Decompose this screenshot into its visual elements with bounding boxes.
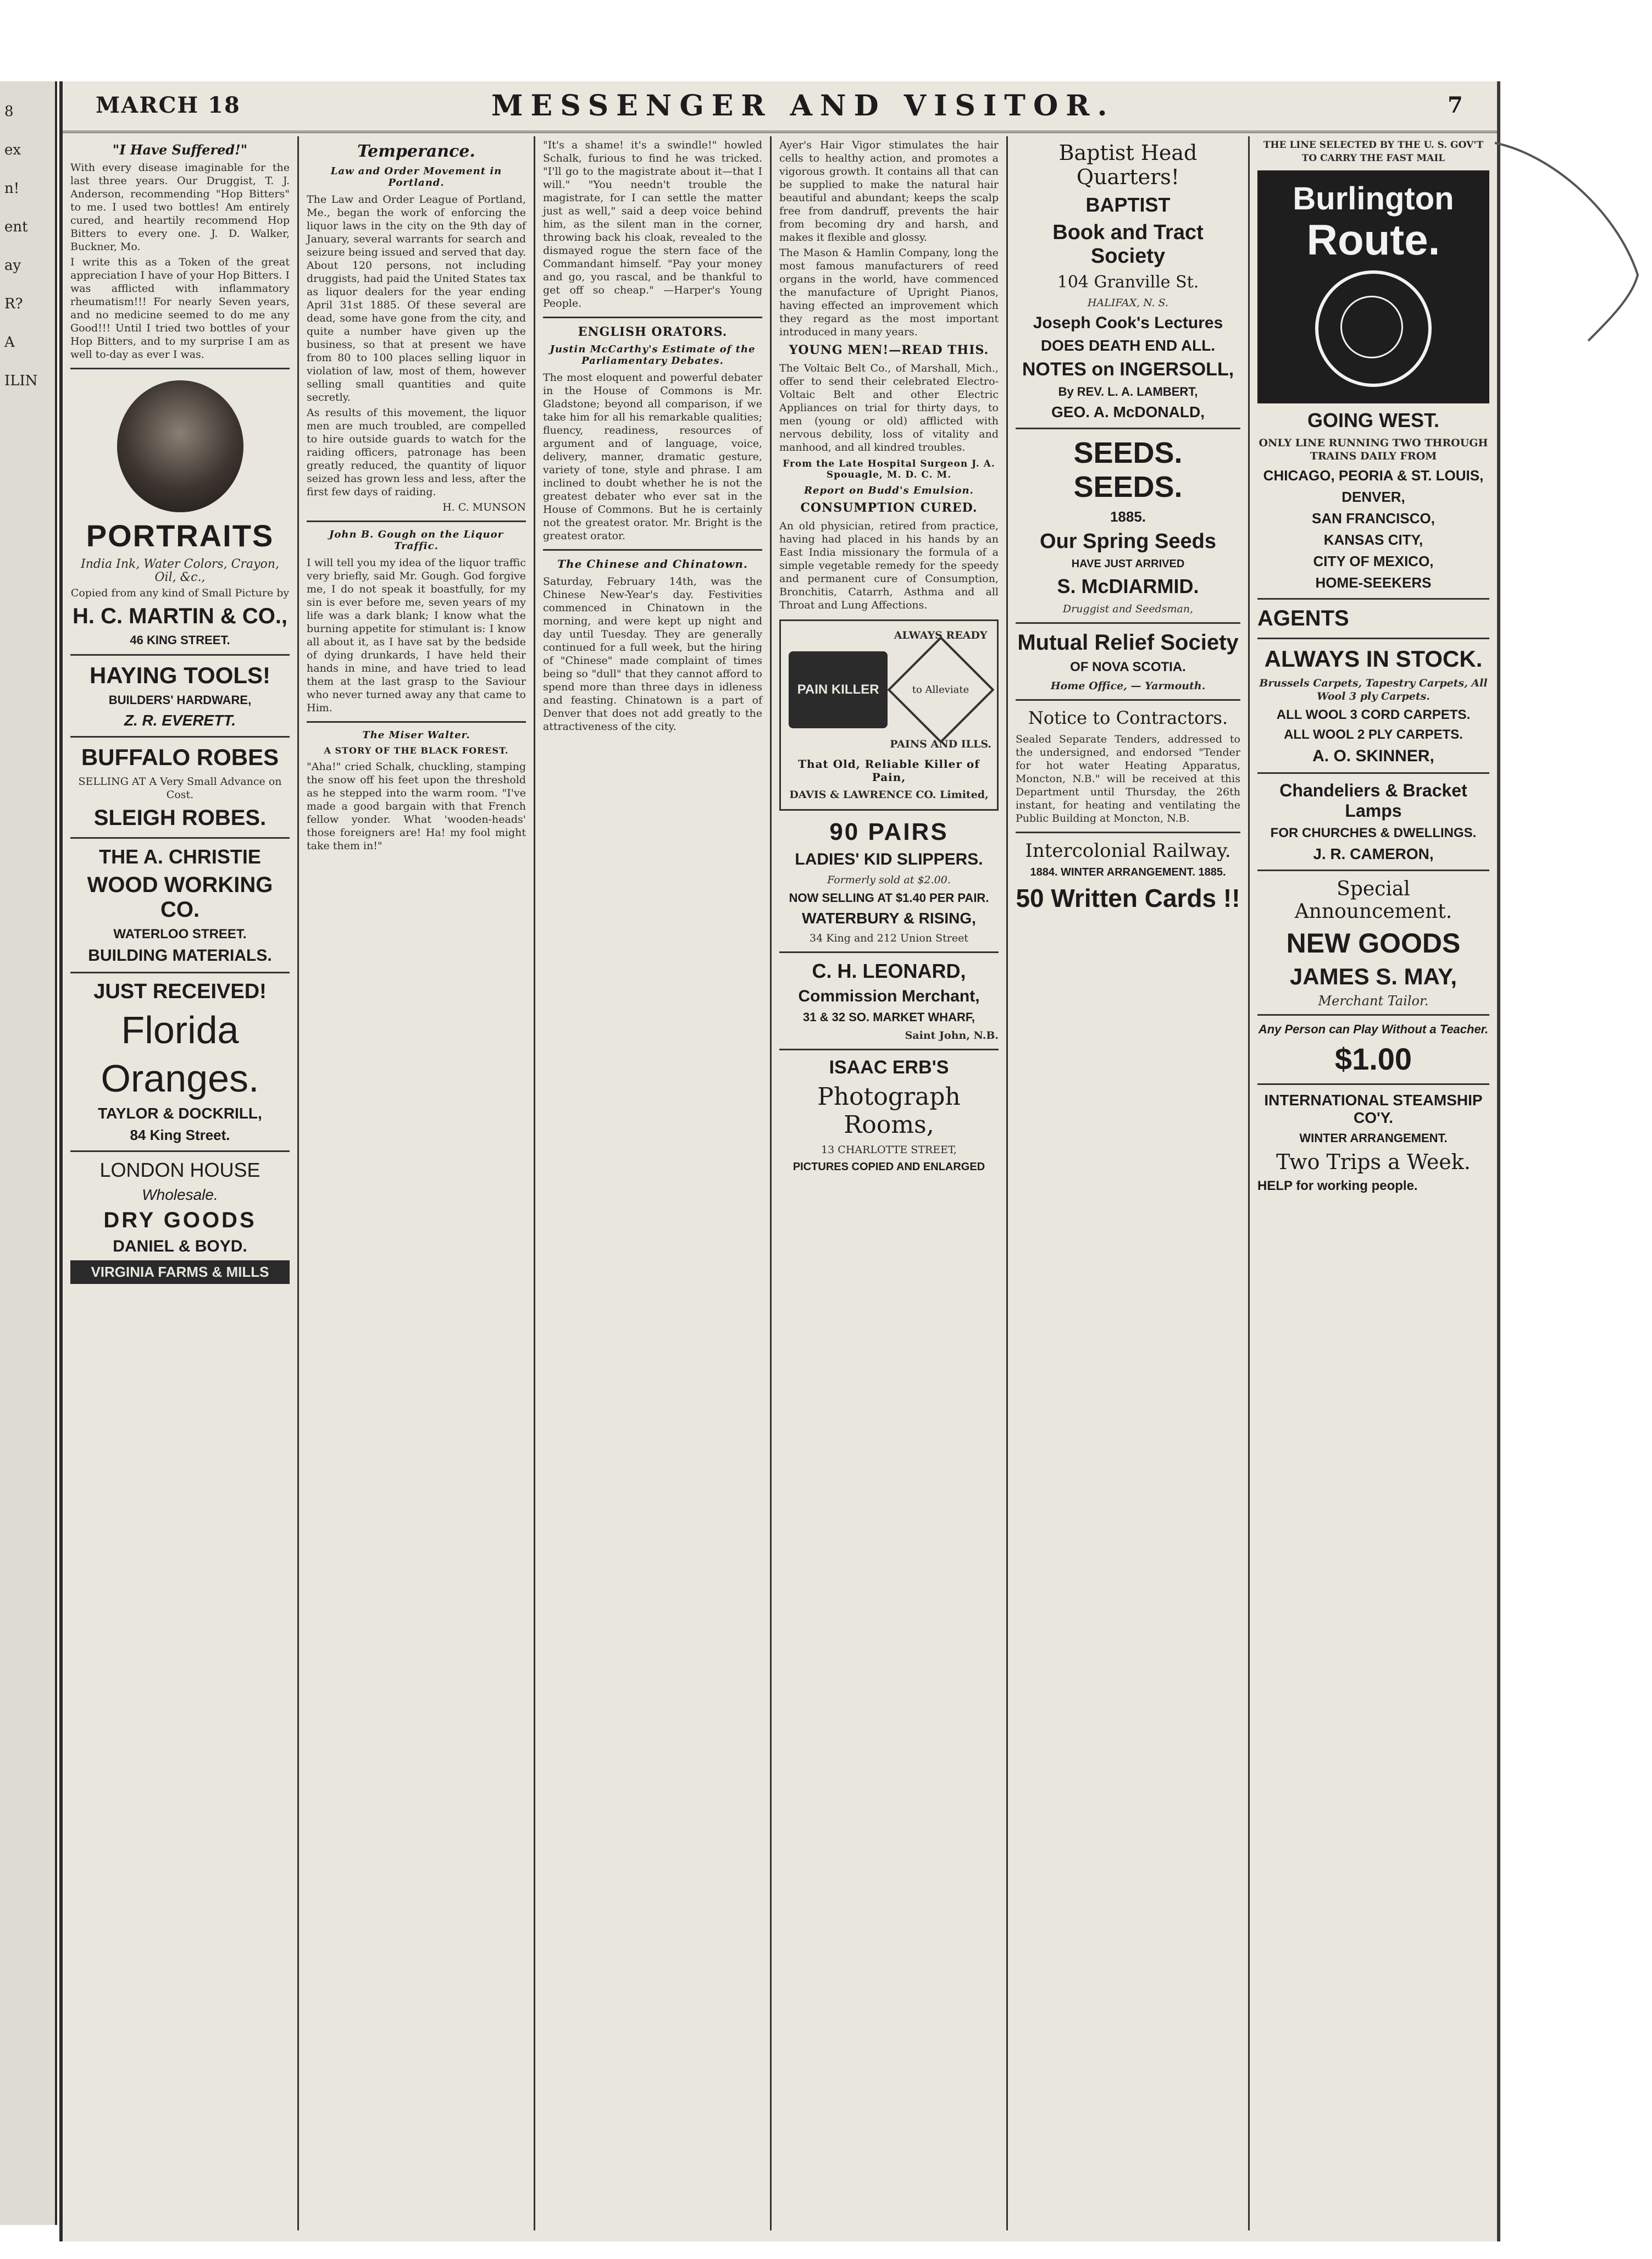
divider — [70, 368, 290, 369]
dry-goods: DRY GOODS — [103, 1208, 257, 1232]
price-one-dollar: $1.00 — [1334, 1042, 1412, 1076]
winter-arrangement: 1884. WINTER ARRANGEMENT. 1885. — [1030, 866, 1226, 878]
divider — [779, 1049, 999, 1050]
help-working-people: HELP for working people. — [1257, 1178, 1418, 1193]
formerly-sold: Formerly sold at $2.00. — [827, 874, 951, 886]
oranges-text: Oranges. — [101, 1057, 259, 1100]
market-wharf: 31 & 32 SO. MARKET WHARF, — [803, 1010, 975, 1024]
pictures-enlarged: PICTURES COPIED AND ENLARGED — [792, 1161, 985, 1173]
column-1 — [63, 136, 299, 2230]
hop-bitters-headline: "I Have Suffered!" — [112, 142, 248, 158]
saint-john-label: Saint John, N.B. — [905, 1029, 999, 1042]
mcdonald-name: GEO. A. McDONALD, — [1051, 403, 1205, 420]
chicago-peoria: CHICAGO, PEORIA & ST. LOUIS, — [1263, 467, 1484, 484]
intercolonial-railway: Intercolonial Railway. — [1025, 840, 1231, 862]
written-cards: 50 Written Cards !! — [1016, 884, 1240, 912]
granville-street: 104 Granville St. — [1057, 273, 1199, 292]
cameron-name: J. R. CAMERON, — [1313, 845, 1434, 862]
wool-3-cord: ALL WOOL 3 CORD CARPETS. — [1276, 707, 1471, 722]
newspaper-page — [59, 81, 1500, 2241]
story-title: The Miser Walter. — [362, 729, 470, 741]
denver: DENVER, — [1341, 489, 1405, 505]
pains-ills: PAINS AND ILLS. — [890, 738, 991, 750]
buffalo-robes-sub: SELLING AT A Very Small Advance on Cost. — [78, 776, 282, 801]
christie-wood-working: WOOD WORKING CO. — [87, 873, 273, 922]
everett-name: Z. R. EVERETT. — [124, 712, 236, 729]
two-trips: Two Trips a Week. — [1276, 1150, 1471, 1174]
fast-mail-line: THE LINE SELECTED BY THE U. S. GOV'T TO CARRY THE FAST MAIL — [1263, 140, 1484, 164]
gough-subhead: John B. Gough on the Liquor Traffic. — [329, 529, 504, 552]
divider — [543, 549, 762, 551]
diamond-emblem — [887, 636, 994, 743]
temperance-text-1: The Law and Order League of Portland, Me., began the work of enforcing the liquor laws in the city on the 9th day of January, several warrants for search and seizure being issued and served that day. About 120 persons, not including druggists, had paid the United States tax as liquor dealers for the year ending April 31st 1885. Of these several are dead, some have gone from the city, and quite a number have given up the business, so that at present we have from 80 to 100 places selling liquor in violation of law, most of them, however selling small quantities and quite secretly. — [307, 193, 526, 403]
temperance-headline: Temperance. — [357, 142, 475, 161]
builders-hardware: BUILDERS' HARDWARE, — [108, 693, 252, 707]
haying-tools-title: HAYING TOOLS! — [89, 662, 271, 688]
consumption-text: An old physician, retired from practice, having had placed in his hands by an East India missionary the formula of a simple vegetable remedy for the speedy and permanent cure of Consumption, Bronchitis, Catarrh, Asthma and all Throat and Lung Affections. — [779, 520, 999, 611]
divider — [1257, 1014, 1489, 1016]
new-goods: NEW GOODS — [1286, 928, 1461, 959]
route-text: Route. — [1306, 215, 1440, 264]
english-orators-subhead: Justin McCarthy's Estimate of the Parliamentary Debates. — [550, 344, 756, 367]
seeds-year: 1885. — [1110, 508, 1146, 525]
column-4 — [772, 136, 1008, 2230]
martin-co-name: H. C. MARTIN & CO., — [72, 604, 288, 628]
consumption-cured-headline: CONSUMPTION CURED. — [800, 501, 978, 515]
divider — [1016, 832, 1240, 833]
taylor-dockrill: TAYLOR & DOCKRILL, — [98, 1105, 262, 1122]
gough-text: I will tell you my idea of the liquor traffic very briefly, said Mr. Gough. God forgive me, I do not speak it boastfully, for my sin is ever before me, seven years of my life was a dark blank; I know what the burning appetite for stimulant is: I know all about it, as I have sat by the bedside of dying drunkards, I have held their hands in mine, and have tried to lead them at the last grasp to the Saviour who never turned away any that came to Him. — [307, 557, 526, 714]
divider — [1016, 699, 1240, 701]
cooks-lectures: Joseph Cook's Lectures — [1033, 314, 1223, 332]
buffalo-robes-title: BUFFALO ROBES — [81, 744, 279, 770]
winter-arrangement-steamship: WINTER ARRANGEMENT. — [1299, 1131, 1448, 1145]
notice-contractors: Notice to Contractors. — [1028, 707, 1228, 728]
divider — [1257, 870, 1489, 871]
divider — [70, 654, 290, 656]
davis-lawrence: DAVIS & LAWRENCE CO. Limited, — [789, 789, 989, 801]
mdiarmid-name: S. McDIARMID. — [1057, 575, 1199, 597]
contractors-text: Sealed Separate Tenders, addressed to the undersigned, and endorsed "Tender for hot water Heating Apparatus, Moncton, N.B." will be received at this Department until Thursday, the 26th instant, for heating and ventilating the Public Building at Moncton, N.B. — [1016, 733, 1240, 824]
daniel-boyd: DANIEL & BOYD. — [113, 1237, 247, 1255]
alleviate-label: to Alleviate — [912, 684, 969, 696]
ninety-pairs: 90 PAIRS — [829, 818, 949, 845]
hop-bitters-text-2: I write this as a Token of the great appreciation I have of your Hop Bitters. I was afflicted with inflammatory rheumatism!!! For nearly Seven years, and no medicine seemed to do me any Good!!! Until I tried two bottles of your Hop Bitters, and to my surprise I am as well to-day as ever I was. — [70, 256, 290, 361]
hop-bitters-text-1: With every disease imaginable for the last three years. Our Druggist, T. J. Anderson, recommending "Hop Bitters" to me. I used two bottles! Am entirely cured, and heartily recommend Hop Bitters to every one. J. D. Walker, Buckner, Mo. — [70, 162, 290, 253]
masthead — [63, 81, 1497, 133]
waterbury-rising: WATERBURY & RISING, — [802, 910, 976, 927]
city-of-mexico: CITY OF MEXICO, — [1313, 553, 1434, 569]
portraits-ad-note: Copied from any kind of Small Picture by — [70, 587, 290, 599]
martin-co-address: 46 KING STREET. — [130, 633, 230, 647]
just-arrived: HAVE JUST ARRIVED — [1071, 558, 1185, 570]
sleigh-robes-title: SLEIGH ROBES. — [93, 806, 267, 830]
divider — [1257, 772, 1489, 774]
christie-name: THE A. CHRISTIE — [99, 845, 261, 868]
divider — [70, 972, 290, 973]
commission-merchant: Commission Merchant, — [798, 987, 980, 1005]
agents-wanted: AGENTS — [1257, 606, 1349, 630]
baptist-hq: Baptist Head Quarters! — [1058, 141, 1198, 189]
spring-seeds: Our Spring Seeds — [1040, 530, 1216, 553]
divider — [70, 837, 290, 839]
page-number: 7 — [1448, 92, 1463, 118]
king-street-84: 84 King Street. — [130, 1127, 230, 1143]
isaac-erb: ISAAC ERB'S — [829, 1057, 949, 1078]
baptist-label: BAPTIST — [1085, 193, 1171, 216]
of-nova-scotia: OF NOVA SCOTIA. — [1070, 660, 1186, 674]
divider — [1016, 622, 1240, 624]
portraits-ad-media: India Ink, Water Colors, Crayon, Oil, &c., — [81, 557, 279, 584]
railroad-seal-icon — [1315, 270, 1432, 387]
chinatown-headline: The Chinese and Chinatown. — [557, 557, 748, 571]
chandeliers: Chandeliers & Bracket Lamps — [1279, 780, 1467, 821]
surgeon-subhead: From the Late Hospital Surgeon J. A. Spouagle, M. D. C. M. — [783, 458, 995, 480]
home-office: Home Office, — Yarmouth. — [1050, 680, 1206, 692]
always-in-stock: ALWAYS IN STOCK. — [1264, 646, 1483, 672]
skinner-name: A. O. SKINNER, — [1312, 747, 1434, 765]
column-3 — [535, 136, 772, 2230]
newspaper-title: MESSENGER AND VISITOR. — [491, 89, 1115, 123]
child-portrait-illustration — [117, 380, 243, 512]
story-text: "Aha!" cried Schalk, chuckling, stamping the snow off his feet upon the threshold as he stepped into the warm room. "I've made a good bargain with that French fellow yonder. What 'wooden-heads' those foreigners are! Ha! my fool might take them in!" — [307, 761, 526, 852]
building-materials: BUILDING MATERIALS. — [88, 946, 272, 965]
kansas-city: KANSAS CITY, — [1323, 531, 1423, 548]
pain-killer-ad — [779, 619, 999, 811]
column-5 — [1008, 136, 1250, 2230]
divider — [307, 721, 526, 723]
for-churches: FOR CHURCHES & DWELLINGS. — [1270, 826, 1477, 840]
waterbury-address: 34 King and 212 Union Street — [810, 932, 968, 944]
now-selling: NOW SELLING AT $1.40 PER PAIR. — [789, 891, 989, 905]
ayers-hair-vigor-text: Ayer's Hair Vigor stimulates the hair cells to healthy action, and promotes a vigorous growth. It contains all that can be supplied to make the natural hair beautiful and abundant; keeps the scalp free from dandruff, prevents the hair from becoming dry and harsh, and makes it flexible and glossy. — [779, 139, 999, 243]
wool-2-ply: ALL WOOL 2 PLY CARPETS. — [1284, 727, 1463, 742]
does-death-end-all: DOES DEATH END ALL. — [1040, 337, 1216, 354]
article-signature: H. C. MUNSON — [442, 501, 526, 513]
voltaic-belt-text: The Voltaic Belt Co., of Marshall, Mich., offer to send their celebrated Electro-Voltaic Belt and other Electric Appliances on trial for thirty days, to men (young or old) afflicted with nervous debility, loss of vitality and manhood, and all kindred troubles. — [779, 362, 999, 453]
international-steamship: INTERNATIONAL STEAMSHIP CO'Y. — [1264, 1092, 1483, 1126]
temperance-text-2: As results of this movement, the liquor men are much troubled, are compelled to hire outside guards to watch for the raiding officers, patronage has been greatly reduced, the quantity of liquor seized has grown less and less, after the first few days of raiding. — [307, 407, 526, 498]
story-subtitle: A STORY OF THE BLACK FOREST. — [324, 745, 509, 756]
london-house: LONDON HOUSE — [99, 1159, 260, 1181]
adjacent-page-strip: 8 ex n! ent ay R? A ILIN — [0, 81, 57, 2225]
pencil-scribble-mark — [1484, 66, 1649, 451]
mason-hamlin-text: The Mason & Hamlin Company, long the most famous manufacturers of reed organs in the world, have commenced the manufacture of Upright Pianos, having effected an improvement which they regard as the most important introduced in many years. — [779, 247, 999, 338]
divider — [70, 1150, 290, 1152]
burlington-route-ad — [1257, 170, 1489, 403]
budds-emulsion-subhead: Report on Budd's Emulsion. — [804, 485, 974, 496]
divider — [1257, 1083, 1489, 1085]
florida-text: Florida — [121, 1009, 239, 1051]
charlotte-street: 13 CHARLOTTE STREET, — [821, 1144, 957, 1156]
home-seekers: HOME-SEEKERS — [1315, 574, 1432, 591]
play-without-teacher: Any Person can Play Without a Teacher. — [1258, 1022, 1489, 1036]
divider — [1016, 428, 1240, 429]
burlington-text: Burlington — [1293, 181, 1454, 217]
mutual-relief-society: Mutual Relief Society — [1017, 630, 1239, 655]
only-line: ONLY LINE RUNNING TWO THROUGH TRAINS DAILY FROM — [1259, 437, 1488, 462]
photograph-rooms: Photograph Rooms, — [817, 1083, 961, 1139]
merchant-tailor: Merchant Tailor. — [1318, 993, 1429, 1009]
old-killer-title: That Old, Reliable Killer of Pain, — [798, 757, 980, 784]
lambert-author: By REV. L. A. LAMBERT, — [1058, 385, 1198, 398]
column-6 — [1250, 136, 1497, 2230]
english-orators-headline: ENGLISH ORATORS. — [578, 325, 728, 339]
chinatown-text: Saturday, February 14th, was the Chinese New-Year's day. Festivities commenced in Chinatown in the morning, and were kept up night and day until Tuesday. They are generally continued for a full week, but the hiring of "Chinese" made complaint of times being so "dull" that they cannot afford to spend more than three days in idleness and feasting. Chinatown is a part of Denver that does not add greatly to the attractiveness of the city. — [543, 575, 762, 733]
divider — [307, 521, 526, 522]
divider — [779, 951, 999, 953]
virginia-ad: VIRGINIA FARMS & MILLS — [70, 1260, 290, 1284]
young-men-headline: YOUNG MEN!—READ THIS. — [789, 343, 989, 357]
english-orators-text: The most eloquent and powerful debater in the House of Commons is Mr. Gladstone; beyond all comparison, if we take him for all his remarkable qualities; fluency, readiness, resources of argument and of language, voice, delivery, manner, dramatic gesture, variety of tone, style and phrase. I am inclined to doubt whether he is not the greatest debater who ever sat in the House of Commons. But he is certainly not the greatest orator. Mr. Bright is the greatest orator. — [543, 372, 762, 542]
carpets-list: Brussels Carpets, Tapestry Carpets, All Wool 3 ply Carpets. — [1259, 677, 1488, 702]
kid-slippers: LADIES' KID SLIPPERS. — [795, 850, 983, 868]
special-announcement: Special Announcement. — [1294, 878, 1453, 923]
divider — [1257, 638, 1489, 639]
san-francisco: SAN FRANCISCO, — [1312, 510, 1435, 527]
always-ready: ALWAYS READY — [894, 629, 988, 641]
druggist-seedsman: Druggist and Seedsman, — [1062, 603, 1194, 615]
james-may: JAMES S. MAY, — [1289, 964, 1457, 989]
leonard-name: C. H. LEONARD, — [812, 960, 966, 982]
divider — [1257, 598, 1489, 600]
halifax-label: HALIFAX, N. S. — [1087, 297, 1169, 309]
just-received: JUST RECEIVED! — [93, 980, 267, 1003]
column-2 — [299, 136, 535, 2230]
law-order-subhead: Law and Order Movement in Portland. — [330, 165, 502, 189]
going-west: GOING WEST. — [1307, 409, 1439, 431]
seeds-headline: SEEDS. SEEDS. — [1073, 436, 1183, 503]
pain-killer-bottle-illustration: PAIN KILLER — [789, 651, 888, 728]
notes-ingersoll: NOTES on INGERSOLL, — [1022, 359, 1234, 380]
portraits-ad-title: PORTRAITS — [86, 518, 274, 553]
story-continued-text: "It's a shame! it's a swindle!" howled Schalk, furious to find he was tricked. "I'll go to the magistrate about it—that I will." "You needn't trouble the magistrate, for I can settle the matter just as well," said a deep voice behind him, as the silent man in the corner, throwing back his cloak, revealed to the dismayed rogue the stern face of the Commandant himself. "Pay your money and go, you rascal, and be thankful to get off so cheap." —Harper's Young People. — [543, 139, 762, 309]
waterloo-street: WATERLOO STREET. — [113, 927, 247, 942]
wholesale-label: Wholesale. — [142, 1186, 218, 1203]
divider — [543, 317, 762, 318]
divider — [70, 736, 290, 738]
issue-date: MARCH 18 — [96, 92, 241, 118]
book-tract-society: Book and Tract Society — [1052, 221, 1204, 268]
